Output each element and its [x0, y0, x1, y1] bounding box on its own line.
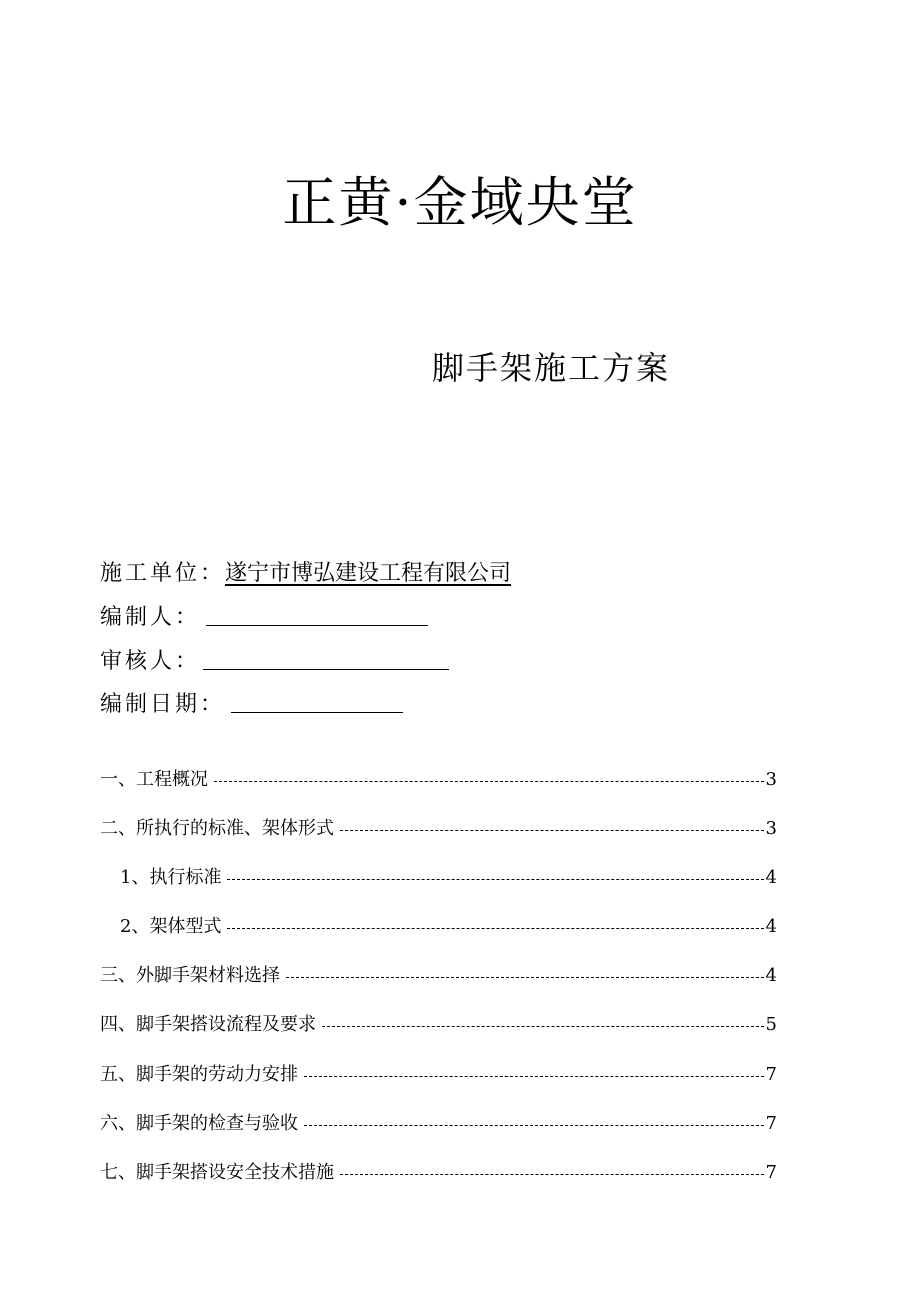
toc-item-page: 5 — [765, 1014, 777, 1035]
toc-item-label: 1、执行标准 — [120, 867, 222, 888]
toc-item-page: 7 — [765, 1162, 777, 1183]
toc-item-label: 七、脚手架搭设安全技术措施 — [100, 1162, 334, 1183]
toc-leader — [304, 1076, 764, 1077]
toc-item[interactable] — [120, 915, 777, 939]
toc-item-label: 三、外脚手架材料选择 — [100, 965, 280, 986]
toc-leader — [304, 1125, 764, 1126]
reviewer-blank — [203, 668, 449, 670]
toc-item[interactable] — [100, 768, 777, 792]
toc-item-page: 7 — [765, 1113, 777, 1134]
editor-label: 编制人： — [100, 605, 201, 630]
toc-item[interactable] — [100, 1013, 777, 1037]
construction-unit-value: 遂宁市博弘建设工程有限公司 — [225, 561, 512, 586]
toc-item-page: 7 — [765, 1064, 777, 1085]
reviewer-line — [100, 651, 449, 673]
editor-blank — [206, 624, 428, 626]
toc-leader — [227, 928, 763, 929]
toc-item-label: 四、脚手架搭设流程及要求 — [100, 1014, 316, 1035]
toc-leader — [322, 1026, 764, 1027]
toc-item-page: 4 — [765, 867, 777, 888]
construction-unit-line — [100, 563, 511, 585]
toc-item-page: 3 — [765, 769, 777, 790]
toc-leader — [340, 830, 764, 831]
toc-item-label: 一、工程概况 — [100, 769, 208, 790]
toc-leader — [340, 1174, 764, 1175]
toc-item[interactable] — [100, 964, 777, 988]
toc-item-label: 二、所执行的标准、架体形式 — [100, 818, 334, 839]
toc-leader — [286, 977, 764, 978]
toc-item[interactable] — [120, 866, 777, 890]
toc-item[interactable] — [100, 1063, 777, 1087]
toc-item-page: 4 — [765, 916, 777, 937]
toc-item[interactable] — [100, 1161, 777, 1185]
toc-item-label: 五、脚手架的劳动力安排 — [100, 1064, 298, 1085]
toc-item-label: 六、脚手架的检查与验收 — [100, 1113, 298, 1134]
toc-item-label: 2、架体型式 — [120, 916, 222, 937]
toc-leader — [227, 879, 763, 880]
toc-item[interactable] — [100, 817, 777, 841]
page-subtitle: 脚手架施工方案 — [432, 349, 671, 387]
date-line — [100, 694, 403, 716]
toc-item-page: 3 — [765, 818, 777, 839]
date-label: 编制日期： — [100, 692, 226, 717]
toc-item-page: 4 — [765, 965, 777, 986]
date-blank — [231, 711, 403, 713]
toc-item[interactable] — [100, 1112, 777, 1136]
toc-leader — [214, 781, 764, 782]
page-title: 正黄·金域央堂 — [282, 171, 638, 234]
reviewer-label: 审核人： — [100, 649, 201, 674]
construction-unit-label: 施工单位： — [100, 561, 226, 586]
editor-line — [100, 607, 428, 629]
